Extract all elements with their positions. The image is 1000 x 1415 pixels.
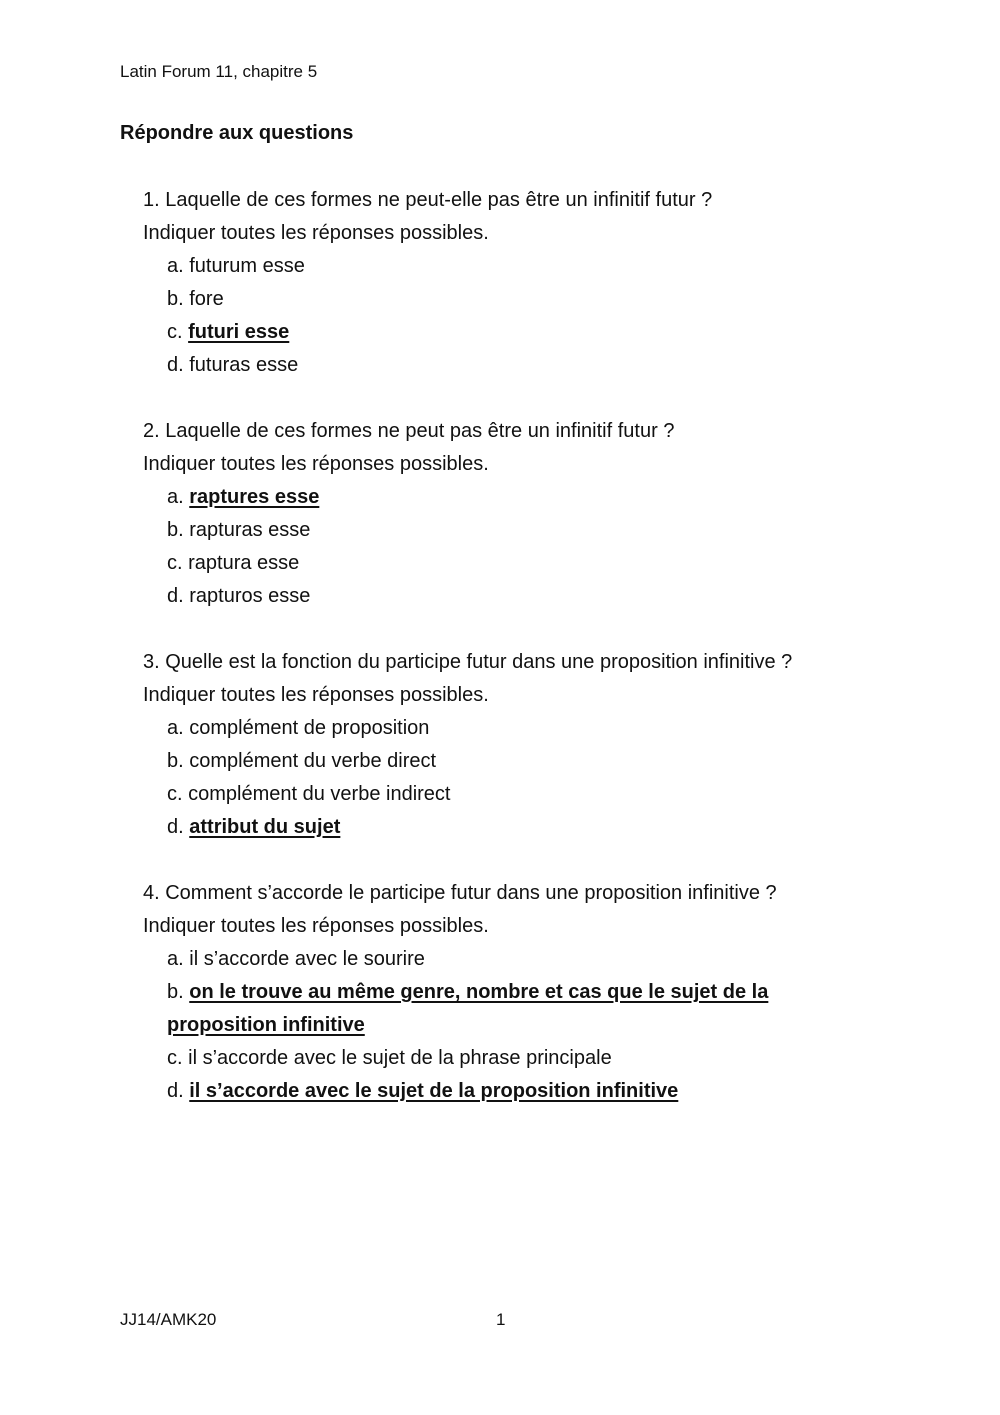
option-letter: b. xyxy=(167,288,184,310)
question-2-instruction: Indiquer toutes les réponses possibles. xyxy=(143,453,489,475)
question-3-option-d xyxy=(167,815,340,839)
question-1-option-d xyxy=(167,353,298,377)
correct-answer: futuri esse xyxy=(188,321,290,343)
option-letter: d. xyxy=(167,354,184,376)
question-4-option-a xyxy=(167,947,425,971)
option-text: complément de proposition xyxy=(189,717,430,739)
option-text: raptura esse xyxy=(188,552,300,574)
correct-answer-continued: proposition infinitive xyxy=(167,1014,365,1036)
question-2-option-d xyxy=(167,584,310,608)
option-letter: d. xyxy=(167,1080,184,1102)
option-letter: d. xyxy=(167,585,184,607)
option-letter: a. xyxy=(167,255,184,277)
option-letter: c. xyxy=(167,552,183,574)
option-text: rapturas esse xyxy=(189,519,311,541)
option-text: complément du verbe direct xyxy=(189,750,437,772)
option-letter: c. xyxy=(167,1047,183,1069)
question-3-option-b xyxy=(167,749,436,773)
question-2-text: 2. Laquelle de ces formes ne peut pas être un infinitif futur ? xyxy=(143,420,675,442)
question-1-option-b xyxy=(167,287,224,311)
option-text: fore xyxy=(189,288,224,310)
question-1-option-c xyxy=(167,320,289,344)
question-2-option-b xyxy=(167,518,310,542)
option-text: il s’accorde avec le sujet de la phrase principale xyxy=(188,1047,612,1069)
option-letter: a. xyxy=(167,486,184,508)
question-4-option-c xyxy=(167,1046,612,1070)
correct-answer: attribut du sujet xyxy=(189,816,341,838)
question-1-instruction: Indiquer toutes les réponses possibles. xyxy=(143,222,489,244)
option-letter: b. xyxy=(167,519,184,541)
correct-answer: il s’accorde avec le sujet de la proposition infinitive xyxy=(189,1080,679,1102)
footer-code: JJ14/AMK20 xyxy=(120,1310,217,1329)
option-letter: d. xyxy=(167,816,184,838)
option-letter: c. xyxy=(167,783,183,805)
option-letter: a. xyxy=(167,948,184,970)
page-header: Latin Forum 11, chapitre 5 xyxy=(120,62,318,81)
question-1-option-a xyxy=(167,254,305,278)
question-3-instruction: Indiquer toutes les réponses possibles. xyxy=(143,684,489,706)
option-letter: c. xyxy=(167,321,183,343)
question-4-option-b xyxy=(167,980,768,1004)
question-4-option-b-continued xyxy=(167,1013,365,1037)
question-3-option-a xyxy=(167,716,429,740)
question-3-text: 3. Quelle est la fonction du participe futur dans une proposition infinitive ? xyxy=(143,651,793,673)
section-title: Répondre aux questions xyxy=(120,122,354,144)
correct-answer: raptures esse xyxy=(189,486,320,508)
option-letter: a. xyxy=(167,717,184,739)
option-text: rapturos esse xyxy=(189,585,311,607)
option-letter: b. xyxy=(167,750,184,772)
question-2-option-a xyxy=(167,485,319,509)
question-1-text: 1. Laquelle de ces formes ne peut-elle pas être un infinitif futur ? xyxy=(143,189,713,211)
question-2-option-c xyxy=(167,551,299,575)
question-4-instruction: Indiquer toutes les réponses possibles. xyxy=(143,915,489,937)
option-text: futurum esse xyxy=(189,255,305,277)
question-4-text: 4. Comment s’accorde le participe futur dans une proposition infinitive ? xyxy=(143,882,777,904)
page-number: 1 xyxy=(496,1310,506,1329)
option-letter: b. xyxy=(167,981,184,1003)
correct-answer: on le trouve au même genre, nombre et cas que le sujet de la xyxy=(189,981,769,1003)
question-3-option-c xyxy=(167,782,450,806)
question-4-option-d xyxy=(167,1079,678,1103)
option-text: complément du verbe indirect xyxy=(188,783,451,805)
option-text: futuras esse xyxy=(189,354,299,376)
option-text: il s’accorde avec le sourire xyxy=(189,948,425,970)
